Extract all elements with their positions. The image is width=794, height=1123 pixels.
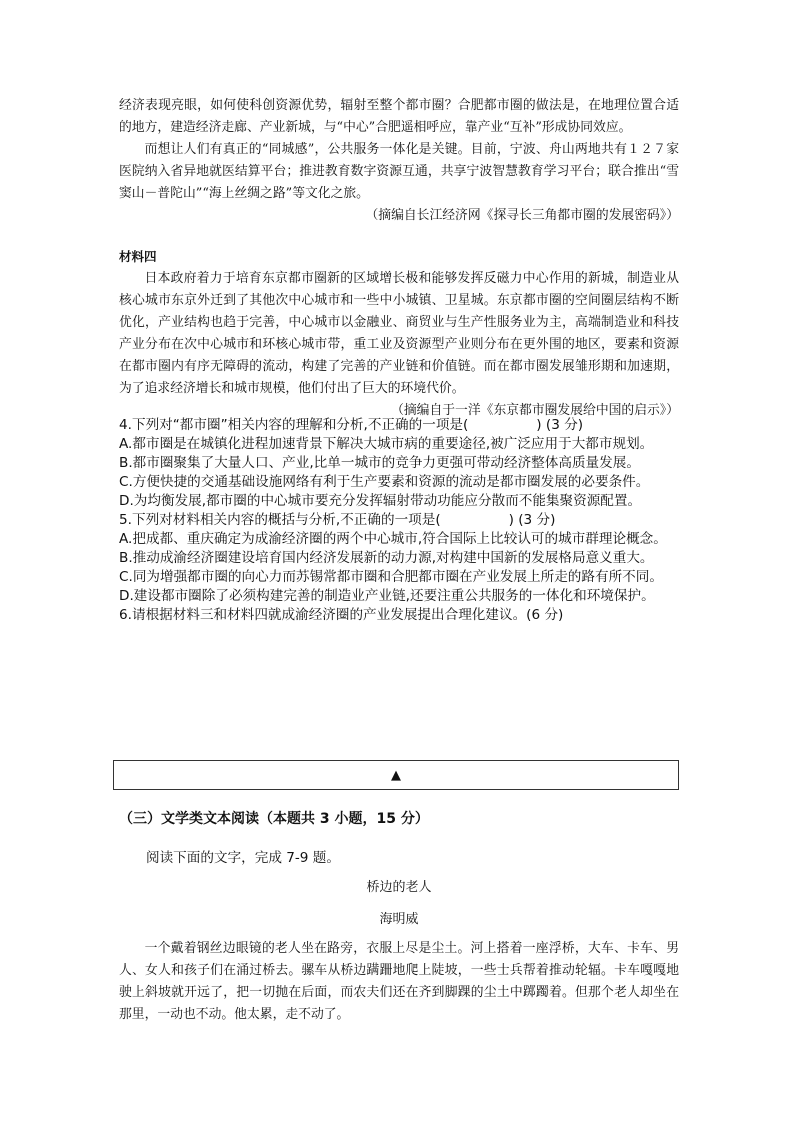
question-4-option-c: C.方便快捷的交通基础设施网络有利于生产要素和资源的流动是都市圈发展的必要条件。 (119, 474, 650, 490)
question-4-option-d: D.为均衡发展,都市圈的中心城市要充分发挥辐射带动功能应分散而不能集聚资源配置。 (119, 493, 642, 509)
question-5-option-d: D.建设都市圈除了必须构建完善的制造业产业链,还要注重公共服务的一体化和环境保护。 (119, 588, 655, 604)
question-5-option-c: C.同为增强都市圈的向心力而苏锡常都市圈和合肥都市圈在产业发展上所走的路有所不同。 (119, 569, 663, 585)
material4-source: （摘编自于一洋《东京都市圈发展给中国的启示》） (391, 403, 679, 418)
section-3-heading: （三）文学类文本阅读（本题共 3 小题，15 分） (119, 811, 429, 827)
story-author: 海明威 (379, 912, 419, 927)
material3-paragraph-2: 而想让人们有真正的“同城感”，公共服务一体化是关键。目前，宁波、舟山两地共有１２７家医院纳入省异地就医结算平台；推进教育数字资源互通，共享宁波智慧教育学习平台；联合推出“雪窦山－普陀山”“海上丝绸之路”等文化之旅。 (119, 142, 679, 201)
reading-prompt: 阅读下面的文字，完成 7-9 题。 (146, 850, 340, 866)
material4-label: 材料四 (119, 249, 157, 264)
questions (119, 416, 687, 625)
material3-source: （摘编自长江经济网《探寻长三角都市圈的发展密码》） (365, 208, 679, 223)
material3-continuation (119, 95, 679, 227)
material4 (119, 246, 679, 422)
material3-paragraph-1: 经济表现亮眼，如何使科创资源优势，辐射至整个都市圈？合肥都市圈的做法是，在地理位置合适的地方，建造经济走廊、产业新城，与“中心”合肥遥相呼应，靠产业“互补”形成协同效应。 (119, 98, 679, 135)
question-4-option-b: B.都市圈聚集了大量人口、产业,比单一城市的竞争力更强可带动经济整体高质量发展。 (119, 455, 640, 471)
question-4-stem: 4.下列对“都市圈”相关内容的理解和分析,不正确的一项是( ) (3 分) (119, 417, 584, 433)
story-title: 桥边的老人 (366, 880, 432, 895)
triangle-icon: ▲ (391, 767, 401, 783)
question-4-option-a: A.都市圈是在城镇化进程加速背景下解决大城市病的重要途径,被广泛应用于大都市规划。 (119, 436, 654, 452)
question-6: 6.请根据材料三和材料四就成渝经济圈的产业发展提出合理化建议。(6 分) (119, 607, 564, 623)
answer-box[interactable] (113, 760, 679, 790)
question-5-stem: 5.下列对材料相关内容的概括与分析,不正确的一项是( ) (3 分) (119, 512, 556, 528)
question-5-option-b: B.推动成渝经济圈建设培育国内经济发展新的动力源,对构建中国新的发展格局意义重大。 (119, 550, 654, 566)
question-5-option-a: A.把成都、重庆确定为成渝经济圈的两个中心城市,符合国际上比较认可的城市群理论概念。 (119, 531, 667, 547)
story-body (119, 938, 679, 1026)
story-paragraph-1: 一个戴着钢丝边眼镜的老人坐在路旁，衣服上尽是尘土。河上搭着一座浮桥，大车、卡车、男人、女人和孩子们在涌过桥去。骡车从桥边蹒跚地爬上陡坡，一些士兵帮着推动轮辐。卡车嘎嘎地驶上斜坡就开远了，把一切抛在后面，而农夫们还在齐到脚踝的尘土中踯躅着。但那个老人却坐在那里，一动也不动。他太累，走不动了。 (119, 941, 679, 1022)
material4-body: 日本政府着力于培育东京都市圈新的区域增长极和能够发挥反磁力中心作用的新城，制造业从核心城市东京外迁到了其他次中心城市和一些中小城镇、卫星城。东京都市圈的空间圈层结构不断优化，产业结构也趋于完善，中心城市以金融业、商贸业与生产性服务业为主，高端制造业和科技产业分布在次中心城市和环核心城市带，重工业及资源型产业则分布在更外围的地区，要素和资源在都市圈内有序无障碍的流动，构建了完善的产业链和价值链。而在都市圈发展雏形期和加速期，为了追求经济增长和城市规模，他们付出了巨大的环境代价。 (119, 271, 679, 396)
